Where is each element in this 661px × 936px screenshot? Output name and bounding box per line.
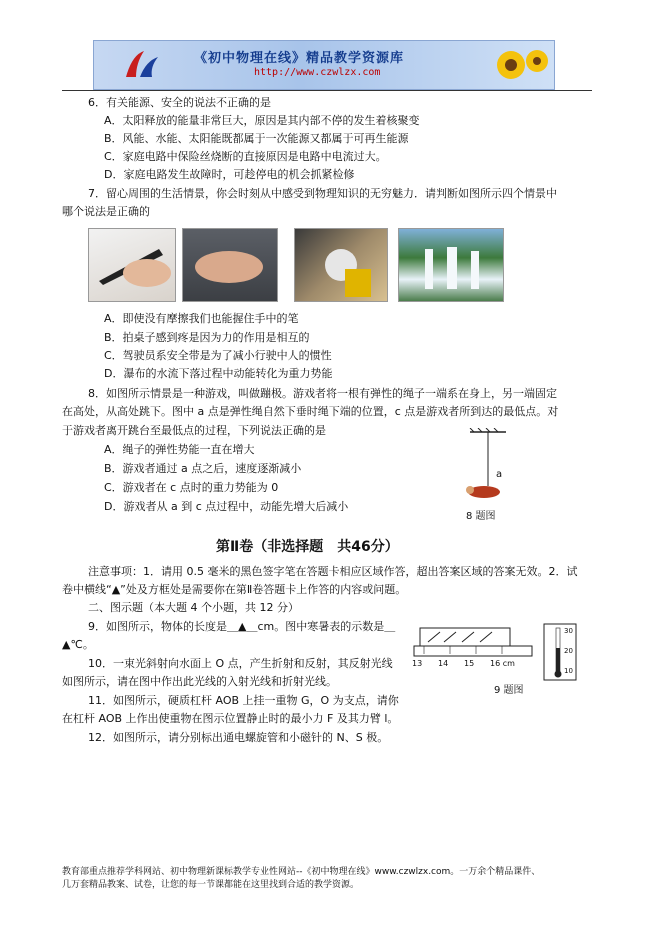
q6-stem: 6．有关能源、安全的说法不正确的是 xyxy=(88,96,271,109)
q10-line2: 如图所示，请在图中作出此光线的入射光线和折射光线。 xyxy=(62,675,337,688)
q8-stem-line1: 8．如图所示情景是一种游戏，叫做蹦极。游戏者将一根有弹性的绳子一端系在身上，另一端固定 xyxy=(88,387,557,400)
photo-driver-seatbelt xyxy=(294,228,388,302)
q6-option-a: A．太阳释放的能量非常巨大，原因是其内部不停的发生着核聚变 xyxy=(104,114,420,127)
banner-title: 《初中物理在线》精品教学资源库 xyxy=(194,51,405,66)
footer-line1: 教育部重点推荐学科网站、初中物理新课标教学专业性网站--《初中物理在线》www.czwlzx.com。一万余个精品课件、 xyxy=(62,867,541,877)
footer-line2: 几万套精品教案、试卷，让您的每一节课都能在这里找到合适的教学资源。 xyxy=(62,880,360,890)
q12-line1: 12．如图所示，请分别标出通电螺旋管和小磁针的 N、S 极。 xyxy=(88,731,389,744)
header-banner xyxy=(93,40,555,90)
q6-option-b: B．风能、水能、太阳能既都属于一次能源又都属于可再生能源 xyxy=(104,132,409,145)
q9-ruler-thermometer-figure xyxy=(410,622,584,682)
part2-title: 第Ⅱ卷（非选择题 共46分） xyxy=(216,539,399,555)
ruler-tick-16: 16 cm xyxy=(490,659,515,668)
thermo-tick-20: 20 xyxy=(564,647,573,655)
thermo-tick-30: 30 xyxy=(564,627,573,635)
thermo-tick-10: 10 xyxy=(564,667,573,675)
q8-option-c: C．游戏者在 c 点时的重力势能为 0 xyxy=(104,481,279,494)
q6-option-d: D．家庭电路发生故障时，可趁停电的机会抓紧检修 xyxy=(104,168,355,181)
q7-option-c: C．驾驶员系安全带是为了减小行驶中人的惯性 xyxy=(104,349,332,362)
q8-option-a: A．绳子的弹性势能一直在增大 xyxy=(104,443,255,456)
site-logo-icon xyxy=(122,47,162,83)
ruler-tick-15: 15 xyxy=(464,659,475,668)
q10-line1: 10．一束光斜射向水面上 O 点，产生折射和反射，其反射光线 xyxy=(88,657,393,670)
q8-label-a: a xyxy=(496,469,503,480)
ruler-tick-13: 13 xyxy=(412,659,423,668)
q8-figure-caption: 8 题图 xyxy=(466,511,496,522)
part2-notice-line2: 卷中横线“▲”处及方框处是需要你在第Ⅱ卷答题卡上作答的内容或问题。 xyxy=(62,583,407,596)
part2-notice-line1: 注意事项：1．请用 0.5 毫米的黑色签字笔在答题卡相应区域作答，超出答案区域的答案无效。2．试 xyxy=(88,565,578,578)
q7-option-d: D．瀑布的水流下落过程中动能转化为重力势能 xyxy=(104,367,333,380)
q8-option-d: D．游戏者从 a 到 c 点过程中，动能先增大后减小 xyxy=(104,500,349,513)
ruler-tick-14: 14 xyxy=(438,659,449,668)
photo-hand-table xyxy=(182,228,278,302)
q6-option-c: C．家庭电路中保险丝烧断的直接原因是电路中电流过大。 xyxy=(104,150,387,163)
q9-figure-caption: 9 题图 xyxy=(494,685,524,696)
q8-stem-line3: 于游戏者离开跳台至最低点的过程，下列说法正确的是 xyxy=(62,424,326,437)
q8-option-b: B．游戏者通过 a 点之后，速度逐渐减小 xyxy=(104,462,302,475)
part2-section-heading: 二、图示题（本大题 4 个小题，共 12 分） xyxy=(88,601,299,614)
photo-waterfall xyxy=(398,228,504,302)
bungee-figure xyxy=(448,428,518,510)
photo-hand-pen xyxy=(88,228,176,302)
banner-url[interactable]: http://www.czwlzx.com xyxy=(254,67,381,78)
q8-stem-line2: 在高处，从高处跳下。图中 a 点是弹性绳自然下垂时绳下端的位置，c 点是游戏者所到达的最低点。对 xyxy=(62,405,559,418)
q7-option-a: A．即使没有摩擦我们也能握住手中的笔 xyxy=(104,312,299,325)
header-rule xyxy=(62,90,592,91)
q7-stem-line2: 哪个说法是正确的 xyxy=(62,205,150,218)
q11-line1: 11．如图所示，硬质杠杆 AOB 上挂一重物 G，O 为支点，请你 xyxy=(88,694,399,707)
q9-line1: 9．如图所示，物体的长度是＿▲＿cm。图中寒暑表的示数是＿ xyxy=(88,620,396,633)
q11-line2: 在杠杆 AOB 上作出使重物在图示位置静止时的最小力 F 及其力臂 l。 xyxy=(62,712,399,725)
q7-option-b: B．拍桌子感到疼是因为力的作用是相互的 xyxy=(104,331,310,344)
q7-stem-line1: 7．留心周围的生活情景，你会时刻从中感受到物理知识的无穷魅力．请判断如图所示四个情景中 xyxy=(88,187,557,200)
sunflower-icon xyxy=(489,43,551,87)
q9-line2: ▲℃。 xyxy=(62,638,94,651)
